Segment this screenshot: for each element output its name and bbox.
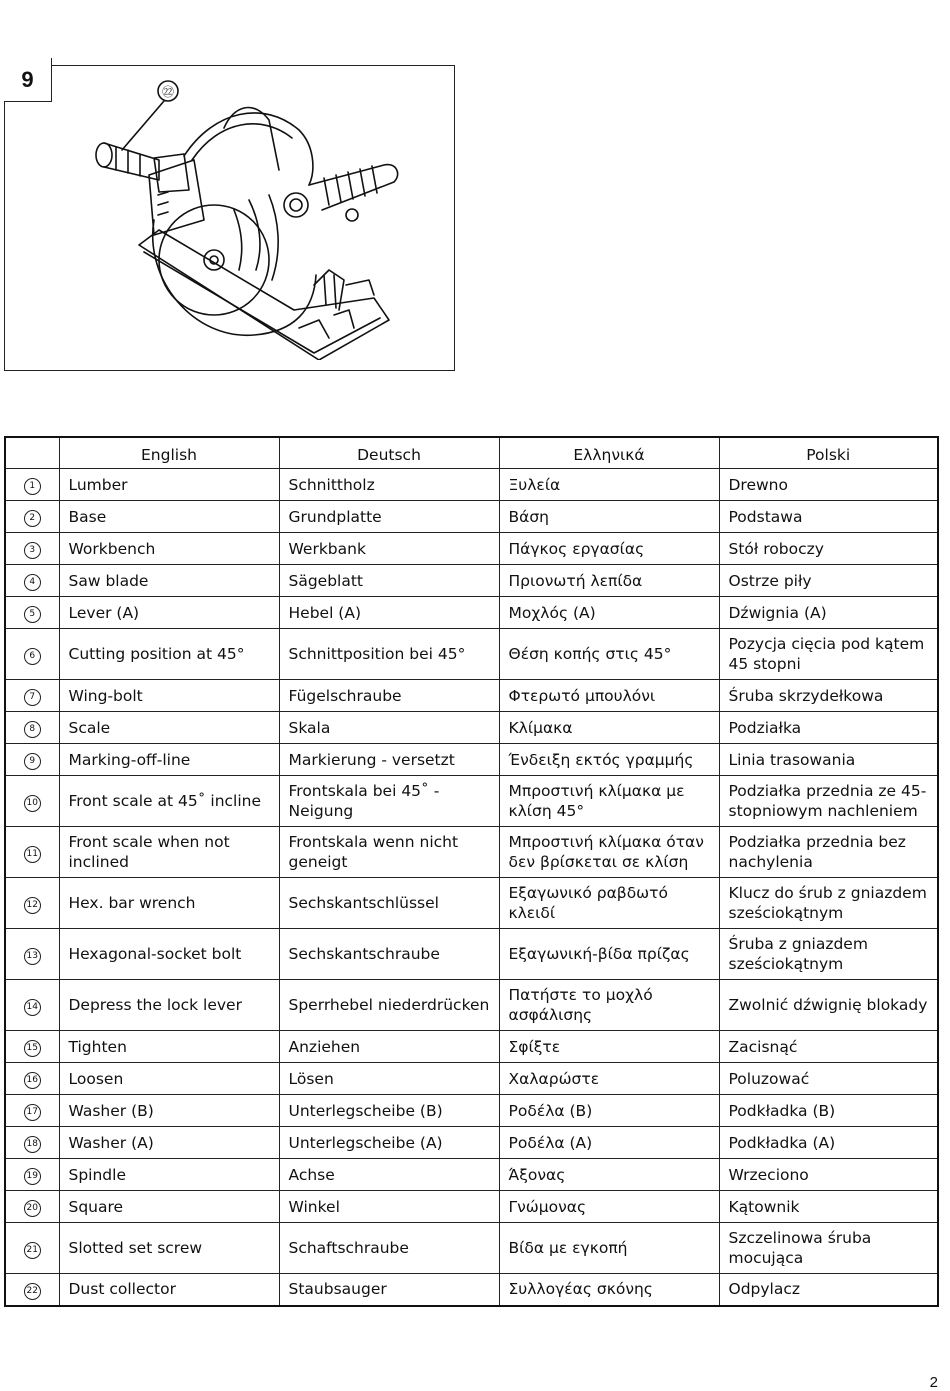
cell-deutsch: Staubsauger [279, 1274, 499, 1306]
cell-polski: Zacisnąć [719, 1031, 938, 1063]
cell-polski: Poluzować [719, 1063, 938, 1095]
item-number: 6 [24, 648, 41, 665]
header-greek: Ελληνικά [499, 437, 719, 469]
cell-greek: Εξαγωνική-βίδα πρίζας [499, 929, 719, 980]
item-number: 13 [24, 948, 41, 965]
table-row [5, 1095, 938, 1127]
cell-polski: Linia trasowania [719, 744, 938, 776]
cell-english: Loosen [59, 1063, 279, 1095]
cell-english: Marking-off-line [59, 744, 279, 776]
cell-greek: Βίδα με εγκοπή [499, 1223, 719, 1274]
cell-deutsch: Skala [279, 712, 499, 744]
cell-greek: Βάση [499, 501, 719, 533]
cell-english: Dust collector [59, 1274, 279, 1306]
cell-greek: Φτερωτό μπουλόνι [499, 680, 719, 712]
item-number: 1 [24, 478, 41, 495]
cell-english: Cutting position at 45° [59, 629, 279, 680]
cell-greek: Μοχλός (A) [499, 597, 719, 629]
cell-deutsch: Schaftschraube [279, 1223, 499, 1274]
table-row [5, 533, 938, 565]
cell-deutsch: Schnittholz [279, 469, 499, 501]
cell-deutsch: Achse [279, 1159, 499, 1191]
cell-deutsch: Frontskala wenn nicht geneigt [279, 827, 499, 878]
cell-greek: Άξονας [499, 1159, 719, 1191]
cell-polski: Śruba skrzydełkowa [719, 680, 938, 712]
callout-label: ㉒ [161, 85, 175, 99]
table-row [5, 827, 938, 878]
cell-polski: Stół roboczy [719, 533, 938, 565]
cell-english: Wing-bolt [59, 680, 279, 712]
item-number: 16 [24, 1072, 41, 1089]
item-number: 2 [24, 510, 41, 527]
item-number: 3 [24, 542, 41, 559]
table-row [5, 629, 938, 680]
cell-polski: Szczelinowa śruba mocująca [719, 1223, 938, 1274]
cell-english: Hexagonal-socket bolt [59, 929, 279, 980]
table-row [5, 1191, 938, 1223]
table-row [5, 776, 938, 827]
cell-polski: Podkładka (B) [719, 1095, 938, 1127]
cell-deutsch: Grundplatte [279, 501, 499, 533]
item-number: 12 [24, 897, 41, 914]
cell-english: Saw blade [59, 565, 279, 597]
table-row [5, 878, 938, 929]
cell-greek: Ροδέλα (A) [499, 1127, 719, 1159]
cell-deutsch: Werkbank [279, 533, 499, 565]
table-row [5, 980, 938, 1031]
table-row [5, 501, 938, 533]
cell-greek: Μπροστινή κλίμακα με κλίση 45° [499, 776, 719, 827]
cell-deutsch: Markierung - versetzt [279, 744, 499, 776]
cell-english: Workbench [59, 533, 279, 565]
cell-greek: Πριονωτή λεπίδα [499, 565, 719, 597]
table-row [5, 680, 938, 712]
cell-greek: Πατήστε το μοχλό ασφάλισης [499, 980, 719, 1031]
table-row [5, 1159, 938, 1191]
cell-english: Depress the lock lever [59, 980, 279, 1031]
cell-deutsch: Sägeblatt [279, 565, 499, 597]
cell-greek: Εξαγωνικό ραβδωτό κλειδί [499, 878, 719, 929]
table-header-row [5, 437, 938, 469]
parts-translation-table [4, 436, 939, 1307]
table-row [5, 712, 938, 744]
item-number: 8 [24, 721, 41, 738]
cell-polski: Wrzeciono [719, 1159, 938, 1191]
table-row [5, 1127, 938, 1159]
cell-polski: Kątownik [719, 1191, 938, 1223]
item-number: 19 [24, 1168, 41, 1185]
table-row [5, 1031, 938, 1063]
cell-english: Base [59, 501, 279, 533]
cell-greek: Ξυλεία [499, 469, 719, 501]
cell-polski: Śruba z gniazdem sześciokątnym [719, 929, 938, 980]
cell-polski: Pozycja cięcia pod kątem 45 stopni [719, 629, 938, 680]
header-number [5, 437, 59, 469]
cell-english: Tighten [59, 1031, 279, 1063]
cell-polski: Zwolnić dźwignię blokady [719, 980, 938, 1031]
circular-saw-illustration [84, 70, 404, 360]
table-row [5, 565, 938, 597]
table-row [5, 744, 938, 776]
cell-deutsch: Sperrhebel niederdrücken [279, 980, 499, 1031]
table-row [5, 929, 938, 980]
cell-deutsch: Fügelschraube [279, 680, 499, 712]
cell-deutsch: Schnittposition bei 45° [279, 629, 499, 680]
item-number: 10 [24, 795, 41, 812]
cell-polski: Podziałka [719, 712, 938, 744]
cell-deutsch: Winkel [279, 1191, 499, 1223]
table-row [5, 597, 938, 629]
cell-deutsch: Frontskala bei 45˚ -Neigung [279, 776, 499, 827]
cell-greek: Ένδειξη εκτός γραμμής [499, 744, 719, 776]
cell-english: Lever (A) [59, 597, 279, 629]
cell-greek: Συλλογέας σκόνης [499, 1274, 719, 1306]
cell-greek: Κλίμακα [499, 712, 719, 744]
cell-deutsch: Unterlegscheibe (B) [279, 1095, 499, 1127]
cell-greek: Χαλαρώστε [499, 1063, 719, 1095]
cell-english: Lumber [59, 469, 279, 501]
table-row [5, 1223, 938, 1274]
cell-polski: Ostrze piły [719, 565, 938, 597]
cell-polski: Podziałka przednia ze 45-stopniowym nachleniem [719, 776, 938, 827]
cell-english: Square [59, 1191, 279, 1223]
item-number: 5 [24, 606, 41, 623]
cell-deutsch: Hebel (A) [279, 597, 499, 629]
cell-english: Spindle [59, 1159, 279, 1191]
table-row [5, 1274, 938, 1306]
item-number: 4 [24, 574, 41, 591]
cell-english: Slotted set screw [59, 1223, 279, 1274]
item-number: 14 [24, 999, 41, 1016]
page-number: 2 [929, 1374, 938, 1391]
cell-polski: Dźwignia (A) [719, 597, 938, 629]
cell-english: Scale [59, 712, 279, 744]
cell-greek: Σφίξτε [499, 1031, 719, 1063]
cell-english: Front scale at 45˚ incline [59, 776, 279, 827]
header-deutsch: Deutsch [279, 437, 499, 469]
cell-deutsch: Unterlegscheibe (A) [279, 1127, 499, 1159]
cell-polski: Odpylacz [719, 1274, 938, 1306]
item-number: 22 [24, 1283, 41, 1300]
cell-polski: Drewno [719, 469, 938, 501]
cell-deutsch: Lösen [279, 1063, 499, 1095]
item-number: 9 [24, 753, 41, 770]
cell-polski: Podstawa [719, 501, 938, 533]
table-row [5, 1063, 938, 1095]
cell-deutsch: Anziehen [279, 1031, 499, 1063]
figure-number-tab [4, 58, 52, 102]
cell-polski: Podziałka przednia bez nachylenia [719, 827, 938, 878]
item-number: 7 [24, 689, 41, 706]
cell-greek: Πάγκος εργασίας [499, 533, 719, 565]
cell-polski: Klucz do śrub z gniazdem sześciokątnym [719, 878, 938, 929]
cell-greek: Μπροστινή κλίμακα όταν δεν βρίσκεται σε κλίση [499, 827, 719, 878]
item-number: 15 [24, 1040, 41, 1057]
header-polski: Polski [719, 437, 938, 469]
cell-deutsch: Sechskantschraube [279, 929, 499, 980]
cell-polski: Podkładka (A) [719, 1127, 938, 1159]
table-row [5, 469, 938, 501]
item-number: 21 [24, 1242, 41, 1259]
figure-number: 9 [21, 66, 34, 92]
item-number: 11 [24, 846, 41, 863]
cell-greek: Γνώμονας [499, 1191, 719, 1223]
cell-english: Hex. bar wrench [59, 878, 279, 929]
cell-greek: Θέση κοπής στις 45° [499, 629, 719, 680]
cell-deutsch: Sechskantschlüssel [279, 878, 499, 929]
item-number: 18 [24, 1136, 41, 1153]
header-english: English [59, 437, 279, 469]
item-number: 20 [24, 1200, 41, 1217]
item-number: 17 [24, 1104, 41, 1121]
cell-greek: Ροδέλα (B) [499, 1095, 719, 1127]
cell-english: Washer (A) [59, 1127, 279, 1159]
cell-english: Washer (B) [59, 1095, 279, 1127]
cell-english: Front scale when not inclined [59, 827, 279, 878]
